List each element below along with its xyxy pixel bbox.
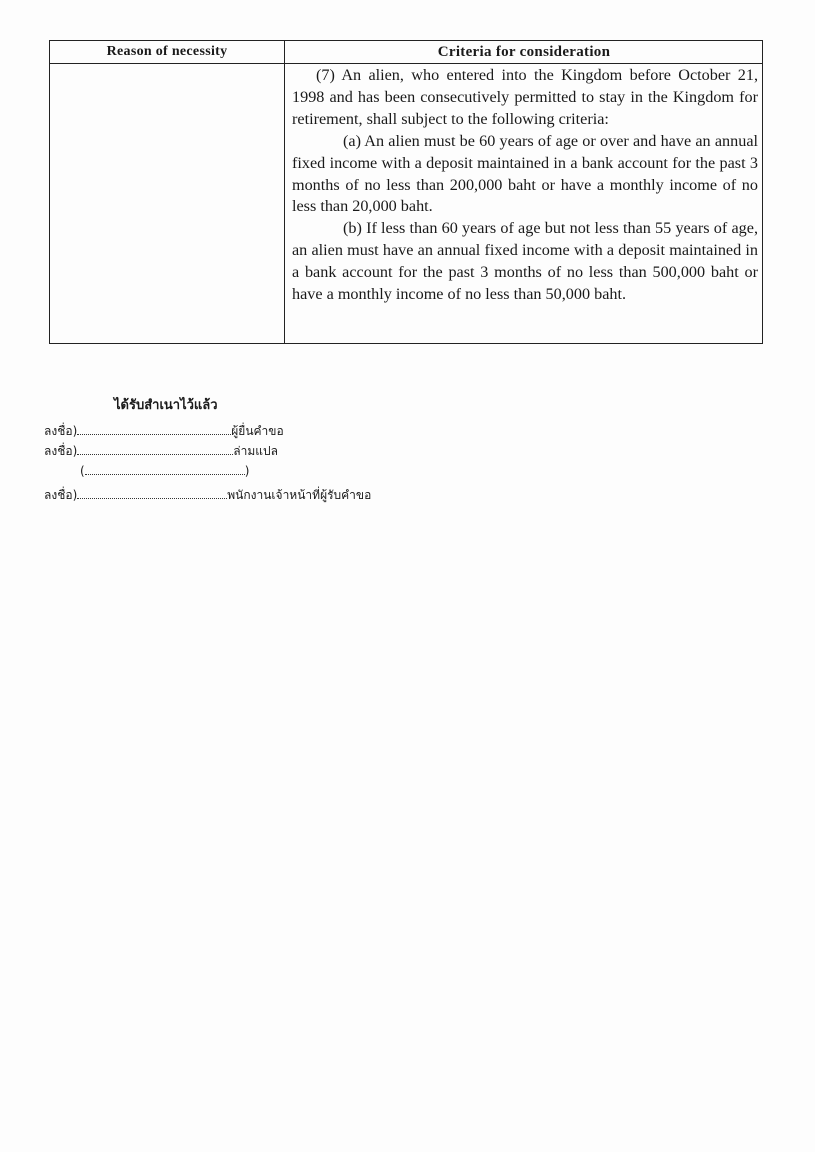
signature-dotted-field <box>77 488 227 499</box>
criteria-paragraph-7: (7) An alien, who entered into the Kingdom before October 21, 1998 and has been consecutively permitted to stay in the Kingdom for retirement, shall subject to the following criteria: <box>292 66 758 128</box>
signature-prefix: ลงชื่อ) <box>44 488 78 502</box>
signature-line-applicant <box>44 422 284 441</box>
paren-open: ( <box>80 464 85 478</box>
paren-close: ) <box>244 464 250 478</box>
criteria-text <box>292 65 758 306</box>
signature-dotted-field <box>77 424 231 435</box>
criteria-table <box>49 40 763 344</box>
signature-prefix: ลงชื่อ) <box>44 444 78 458</box>
signature-prefix: ลงชื่อ) <box>44 424 78 438</box>
table-header-row <box>50 41 762 64</box>
header-reason-of-necessity: Reason of necessity <box>106 44 228 59</box>
signature-dotted-field <box>85 464 245 475</box>
signature-dotted-field <box>77 444 233 455</box>
criteria-paragraph-a: (a) An alien must be 60 years of age or over and have an annual fixed income with a deposit maintained in a bank account for the past 3 months of no less than 200,000 baht or have a monthly income of no less than 20,000 baht. <box>292 131 758 216</box>
header-criteria-for-consideration: Criteria for consideration <box>437 44 611 60</box>
signature-line-printed-name <box>80 464 249 478</box>
signature-heading: ได้รับสำเนาไว้แล้ว <box>114 398 218 413</box>
signature-role: ล่ามแปล <box>233 444 278 458</box>
signature-role: พนักงานเจ้าหน้าที่ผู้รับคำขอ <box>227 488 372 502</box>
column-divider <box>284 41 285 343</box>
signature-line-translator <box>44 442 278 461</box>
signature-line-officer <box>44 486 371 505</box>
signature-role: ผู้ยื่นคำขอ <box>231 424 284 438</box>
criteria-paragraph-b: (b) If less than 60 years of age but not less than 55 years of age, an alien must have an annual fixed income with a deposit maintained in a bank account for the past 3 months of no less than 500,000 baht or have a monthly income of no less than 50,000 baht. <box>292 219 758 304</box>
